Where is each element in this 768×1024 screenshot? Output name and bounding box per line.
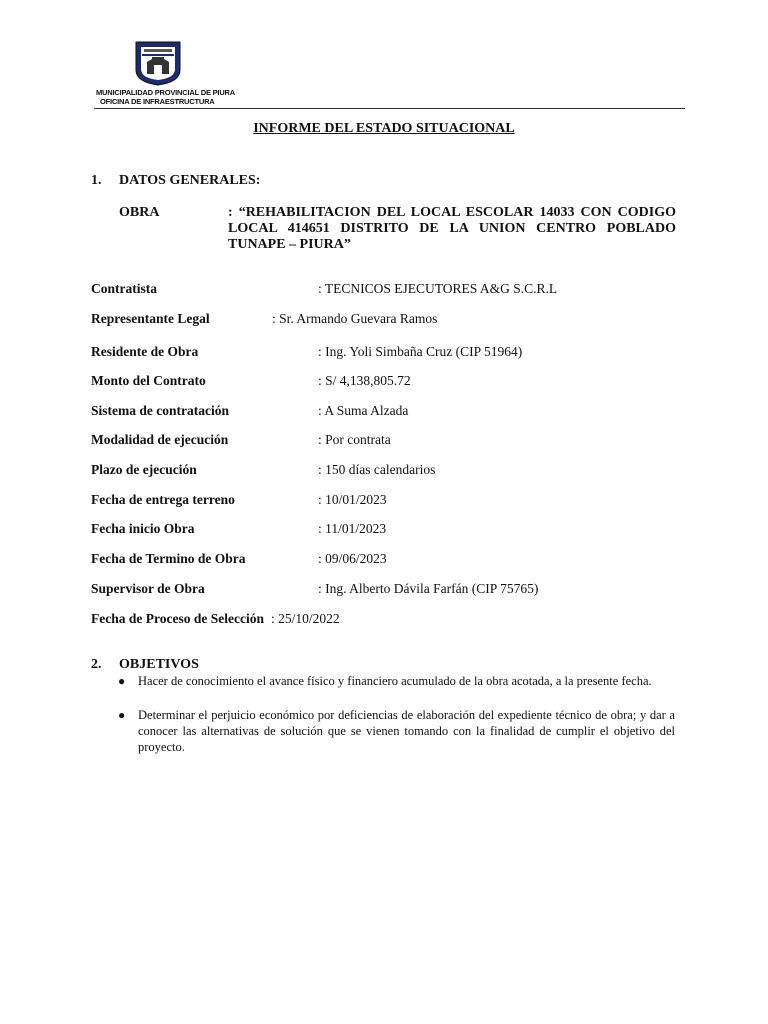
bullet-icon: ● — [118, 674, 126, 688]
obra-value: : “REHABILITACION DEL LOCAL ESCOLAR 14033 CON CODIGO LOCAL 414651 DISTRITO DE LA UNION CENTRO POBLADO TUNAPE – PIURA” — [228, 205, 676, 252]
field-label: Supervisor de Obra — [91, 581, 205, 596]
document-title: INFORME DEL ESTADO SITUACIONAL — [253, 121, 515, 136]
field-value: : Por contrata — [318, 432, 391, 447]
field-value: : 11/01/2023 — [318, 521, 387, 536]
field-value: : 25/10/2022 — [271, 611, 340, 626]
section-1-heading: DATOS GENERALES: — [119, 173, 261, 188]
obra-label: OBRA — [119, 205, 160, 220]
field-label: Plazo de ejecución — [91, 462, 197, 477]
objectives-list — [118, 673, 675, 773]
field-label: Residente de Obra — [91, 344, 199, 359]
field-value: : Sr. Armando Guevara Ramos — [272, 311, 438, 326]
list-item — [118, 707, 675, 755]
field-value: : Ing. Alberto Dávila Farfán (CIP 75765) — [318, 581, 539, 596]
field-value: : 10/01/2023 — [318, 492, 387, 507]
field-value: : S/ 4,138,805.72 — [318, 373, 411, 388]
list-item — [118, 673, 675, 689]
field-label: Fecha de Proceso de Selección — [91, 611, 264, 626]
municipal-seal-logo — [134, 40, 182, 86]
field-label: Fecha de Termino de Obra — [91, 551, 246, 566]
office-name: OFICINA DE INFRAESTRUCTURA — [100, 97, 215, 106]
field-label: Monto del Contrato — [91, 373, 206, 388]
header-divider — [94, 108, 685, 109]
field-value: : A Suma Alzada — [318, 403, 409, 418]
field-value: : 09/06/2023 — [318, 551, 387, 566]
field-label: Sistema de contratación — [91, 403, 229, 418]
field-label: Fecha inicio Obra — [91, 521, 195, 536]
objective-text: Determinar el perjuicio económico por deficiencias de elaboración del expediente técnico de obra; y dar a conocer las alternativas de solución que se vienen tomando con la finalidad de cumplir el objetivo del proyecto. — [138, 708, 675, 754]
field-value: : Ing. Yoli Simbaña Cruz (CIP 51964) — [318, 344, 523, 359]
institution-name: MUNICIPALIDAD PROVINCIAL DE PIURA — [96, 88, 235, 97]
field-label: Contratista — [91, 281, 157, 296]
field-value: : 150 días calendarios — [318, 462, 436, 477]
objective-text: Hacer de conocimiento el avance físico y financiero acumulado de la obra acotada, a la presente fecha. — [138, 674, 652, 688]
section-2-number: 2. — [91, 657, 102, 672]
field-label: Fecha de entrega terreno — [91, 492, 235, 507]
section-1-number: 1. — [91, 173, 102, 188]
section-2-heading: OBJETIVOS — [119, 657, 199, 672]
field-value: : TECNICOS EJECUTORES A&G S.C.R.L — [318, 281, 558, 296]
bullet-icon: ● — [118, 708, 126, 722]
field-label: Representante Legal — [91, 311, 210, 326]
field-label: Modalidad de ejecución — [91, 432, 229, 447]
